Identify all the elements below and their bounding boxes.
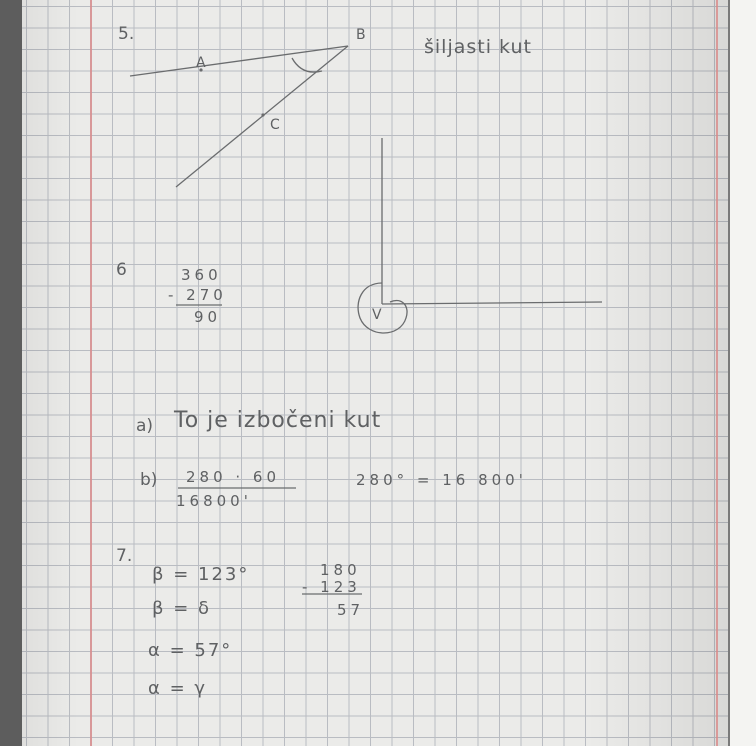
part-b-calc-top: 280 · 60 [186, 468, 281, 486]
subtraction-7-result: 57 [337, 601, 365, 619]
subtraction-7-minuend: 180 [320, 561, 361, 579]
part-a-marker: a) [136, 416, 154, 436]
vertex-label: V [372, 307, 382, 323]
part-a-answer: To je izbočeni kut [174, 408, 382, 433]
subtraction-6-minuend: 360 [181, 266, 222, 284]
exercise-6-number: 6 [116, 260, 127, 280]
part-b-result: 280° = 16 800' [356, 471, 527, 489]
exercise-7-line-2: β = δ [152, 598, 212, 619]
point-b-label: B [356, 27, 366, 43]
exercise-5-number: 5. [118, 24, 135, 44]
point-c-label: C [270, 117, 280, 133]
ray-horizontal [382, 302, 602, 304]
part-b-calc-bottom: 16800' [176, 492, 252, 510]
acute-angle-arc [292, 58, 322, 72]
exercise-7-line-4: α = γ [148, 678, 208, 699]
point-c-dot [261, 113, 264, 116]
subtraction-6-subtrahend: - 270 [168, 286, 227, 304]
exercise-7-number: 7. [116, 546, 133, 566]
point-a-label: A [196, 55, 206, 71]
exercise-7-line-3: α = 57° [148, 640, 233, 661]
part-b-marker: b) [140, 470, 158, 490]
exercise-7-line-1: β = 123° [152, 564, 250, 585]
subtraction-6-result: 90 [194, 308, 222, 326]
subtraction-7-subtrahend: - 123 [302, 578, 361, 596]
acute-angle-caption: šiljasti kut [424, 36, 532, 58]
